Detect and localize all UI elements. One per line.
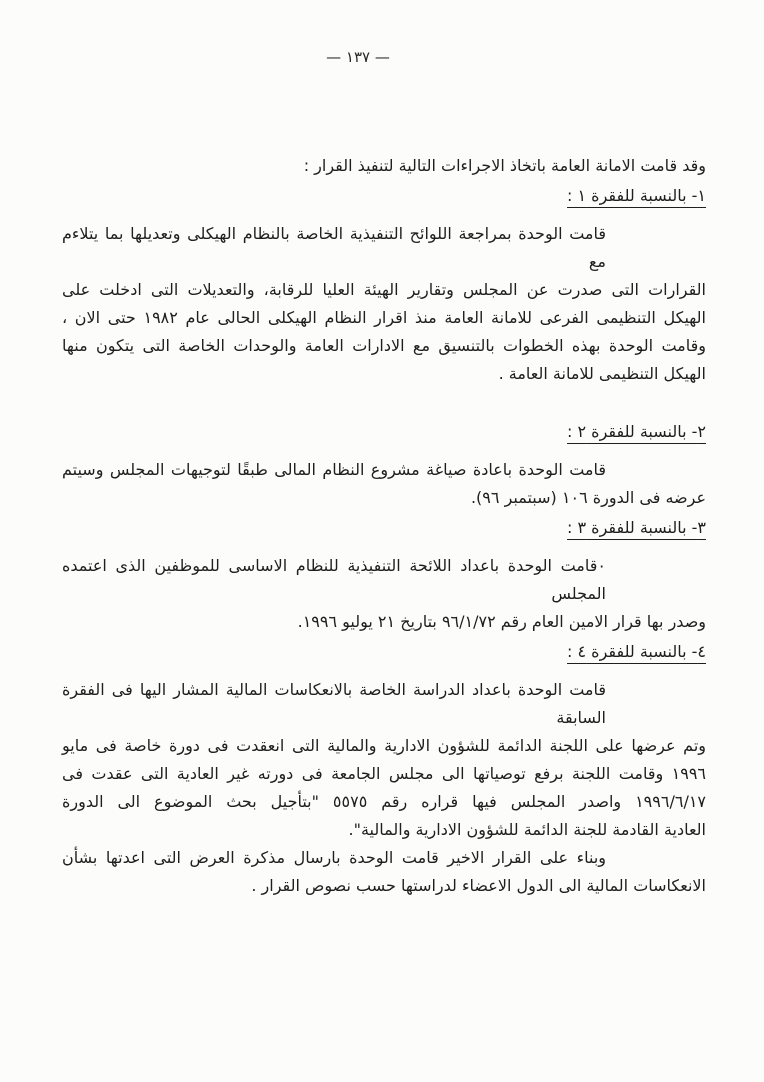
section-heading: ٣- بالنسبة للفقرة ٣ : xyxy=(567,518,706,537)
document-blocks xyxy=(62,182,706,900)
paragraph xyxy=(62,676,706,844)
text-line: الهيكل التنظيمى الفرعى للامانة العامة منذ اقرار النظام الهيكلى الحالى عام ١٩٨٢ حتى الان ، xyxy=(62,308,706,327)
text-line: الهيكل التنظيمى للامانة العامة . xyxy=(498,364,706,383)
text-line: وقامت الوحدة بهذه الخطوات بالتنسيق مع الادارات العامة والوحدات الخاصة التى يتكون منها xyxy=(62,336,706,355)
text-line: وتم عرضها على اللجنة الدائمة للشؤون الادارية والمالية التى انعقدت فى دورة خاصة فى مايو xyxy=(62,736,706,755)
page-number: — ١٣٧ — xyxy=(326,48,390,66)
text-line: قامت الوحدة بمراجعة اللوائح التنفيذية الخاصة بالنظام الهيكلى وتعديلها بما يتلاءم مع xyxy=(62,224,606,271)
text-line: قامت الوحدة باعداد الدراسة الخاصة بالانعكاسات المالية المشار اليها فى الفقرة السابقة xyxy=(62,680,606,727)
section-heading: ٢- بالنسبة للفقرة ٢ : xyxy=(567,422,706,441)
text-line: عرضه فى الدورة ١٠٦ (سبتمبر ٩٦). xyxy=(470,488,706,507)
section-heading: ١- بالنسبة للفقرة ١ : xyxy=(567,186,706,205)
intro-line: وقد قامت الامانة العامة باتخاذ الاجراءات التالية لتنفيذ القرار : xyxy=(303,156,706,175)
text-line: قامت الوحدة باعادة صياغة مشروع النظام المالى طبقًا لتوجيهات المجلس وسيتم xyxy=(62,460,606,479)
paragraph xyxy=(62,220,706,388)
paragraph xyxy=(62,552,706,636)
text-line: الانعكاسات المالية الى الدول الاعضاء لدراستها حسب نصوص القرار . xyxy=(251,876,706,895)
text-line: العادية القادمة للجنة الدائمة للشؤون الادارية والمالية". xyxy=(348,820,706,839)
section-heading: ٤- بالنسبة للفقرة ٤ : xyxy=(567,642,706,661)
text-line: ١٩٩٦/٦/١٧ واصدر المجلس فيها قراره رقم ٥٥٧٥ "بتأجيل بحث الموضوع الى الدورة xyxy=(62,792,707,811)
document-content xyxy=(0,152,764,900)
paragraph xyxy=(62,456,706,512)
text-line: ١٩٩٦ وقامت اللجنة برفع توصياتها الى مجلس الجامعة فى دورته غير العادية التى عقدت فى xyxy=(62,764,706,783)
paragraph xyxy=(62,844,706,900)
text-line: وصدر بها قرار الامين العام رقم ٩٦/١/٧٢ بتاريخ ٢١ يوليو ١٩٩٦. xyxy=(297,612,706,631)
text-line: وبناء على القرار الاخير قامت الوحدة بارسال مذكرة العرض التى اعدتها بشأن xyxy=(62,848,606,867)
text-line: القرارات التى صدرت عن المجلس وتقارير الهيئة العليا للرقابة، والتعديلات التى ادخلت على xyxy=(62,280,706,299)
text-line: ٠قامت الوحدة باعداد اللائحة التنفيذية للنظام الاساسى للموظفين الذى اعتمده المجلس xyxy=(62,556,606,603)
